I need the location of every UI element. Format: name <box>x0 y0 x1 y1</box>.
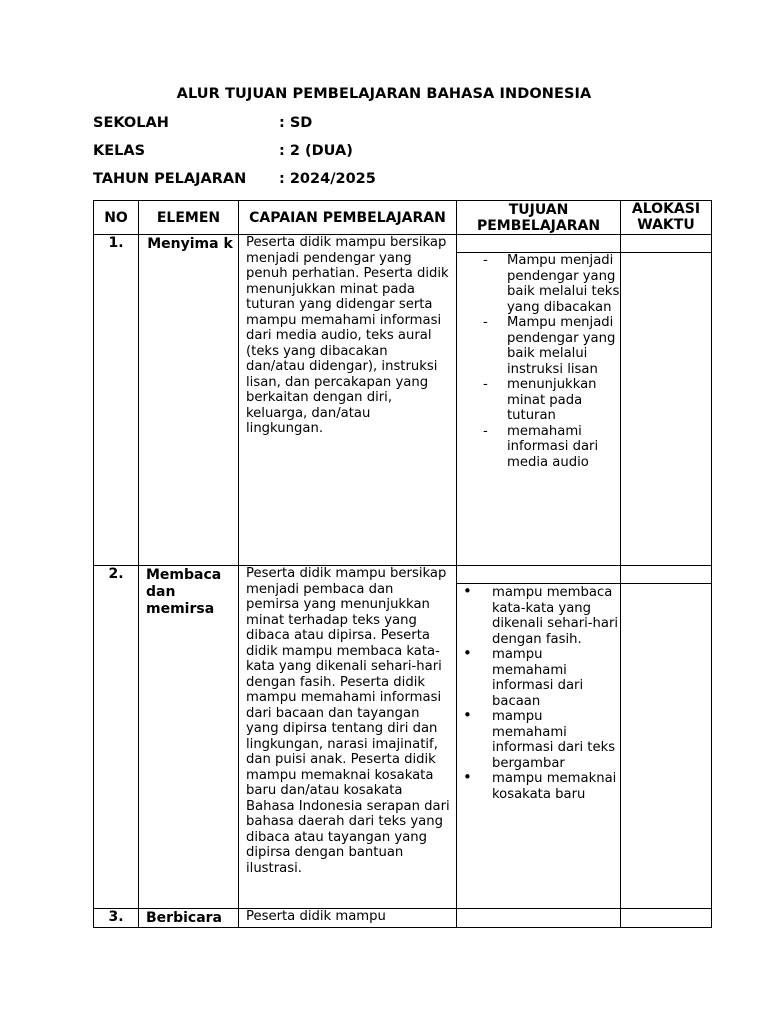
row-elemen: Menyima k <box>139 235 239 566</box>
header-capaian: CAPAIAN PEMBELAJARAN <box>239 201 457 235</box>
meta-label: KELAS <box>93 143 146 159</box>
header-tujuan: TUJUAN PEMBELAJARAN <box>457 201 621 235</box>
row-tujuan <box>457 566 621 909</box>
list-item: - memahami informasi dari media audio <box>457 424 620 471</box>
list-item: - Mampu menjadi pendengar yang baik melalui teks yang dibacakan <box>457 253 620 315</box>
document-title: ALUR TUJUAN PEMBELAJARAN BAHASA INDONESIA <box>176 86 592 102</box>
header-no: NO <box>94 201 139 235</box>
row-tujuan <box>457 909 621 928</box>
list-item: - menunjukkan minat pada tuturan <box>457 377 620 424</box>
row-capaian: Peserta didik mampu <box>239 909 457 928</box>
row-no: 3. <box>94 909 139 928</box>
table-row <box>94 566 712 909</box>
meta-value: : 2024/2025 <box>279 171 376 187</box>
meta-label: TAHUN PELAJARAN <box>93 171 247 187</box>
header-elemen: ELEMEN <box>139 201 239 235</box>
row-no: 2. <box>94 566 139 909</box>
row-capaian: Peserta didik mampu bersikap menjadi pendengar yang penuh perhatian. Peserta didik menunjukkan minat pada tuturan yang didengar serta mampu memahami informasi dari media audio, teks aural (teks yang dibacakan dan/atau didengar), instruksi lisan, dan percakapan yang berkaitan dengan diri, keluarga, dan/atau lingkungan. <box>239 235 457 566</box>
table-header-row <box>94 201 712 235</box>
row-alokasi <box>621 909 712 928</box>
row-alokasi <box>621 566 712 909</box>
table-row <box>94 235 712 566</box>
meta-value: : SD <box>279 115 313 131</box>
row-alokasi <box>621 235 712 566</box>
list-item: • mampu membaca kata-kata yang dikenali sehari-hari dengan fasih. <box>457 585 620 647</box>
meta-label: SEKOLAH <box>93 115 169 131</box>
row-elemen: Membaca dan memirsa <box>139 566 239 909</box>
row-tujuan <box>457 235 621 566</box>
atp-table <box>93 200 712 928</box>
row-no: 1. <box>94 235 139 566</box>
tujuan-list <box>457 585 620 802</box>
header-alokasi: ALOKASI WAKTU <box>621 201 712 235</box>
tujuan-list <box>457 253 620 470</box>
row-elemen: Berbicara <box>139 909 239 928</box>
table-row <box>94 909 712 928</box>
list-item: - Mampu menjadi pendengar yang baik melalui instruksi lisan <box>457 315 620 377</box>
row-capaian: Peserta didik mampu bersikap menjadi pembaca dan pemirsa yang menunjukkan minat terhadap teks yang dibaca atau dipirsa. Peserta didik mampu membaca kata-kata yang dikenali sehari-hari dengan fasih. Peserta didik mampu memahami informasi dari bacaan dan tayangan yang dipirsa tentang diri dan lingkungan, narasi imajinatif, dan puisi anak. Peserta didik mampu memaknai kosakata baru dan/atau kosakata Bahasa Indonesia serapan dari bahasa daerah dari teks yang dibaca atau tayangan yang dipirsa dengan bantuan ilustrasi. <box>239 566 457 909</box>
list-item: • mampu memahami informasi dari bacaan <box>457 647 620 709</box>
list-item: • mampu memaknai kosakata baru <box>457 771 620 802</box>
meta-value: : 2 (DUA) <box>279 143 353 159</box>
list-item: • mampu memahami informasi dari teks bergambar <box>457 709 620 771</box>
